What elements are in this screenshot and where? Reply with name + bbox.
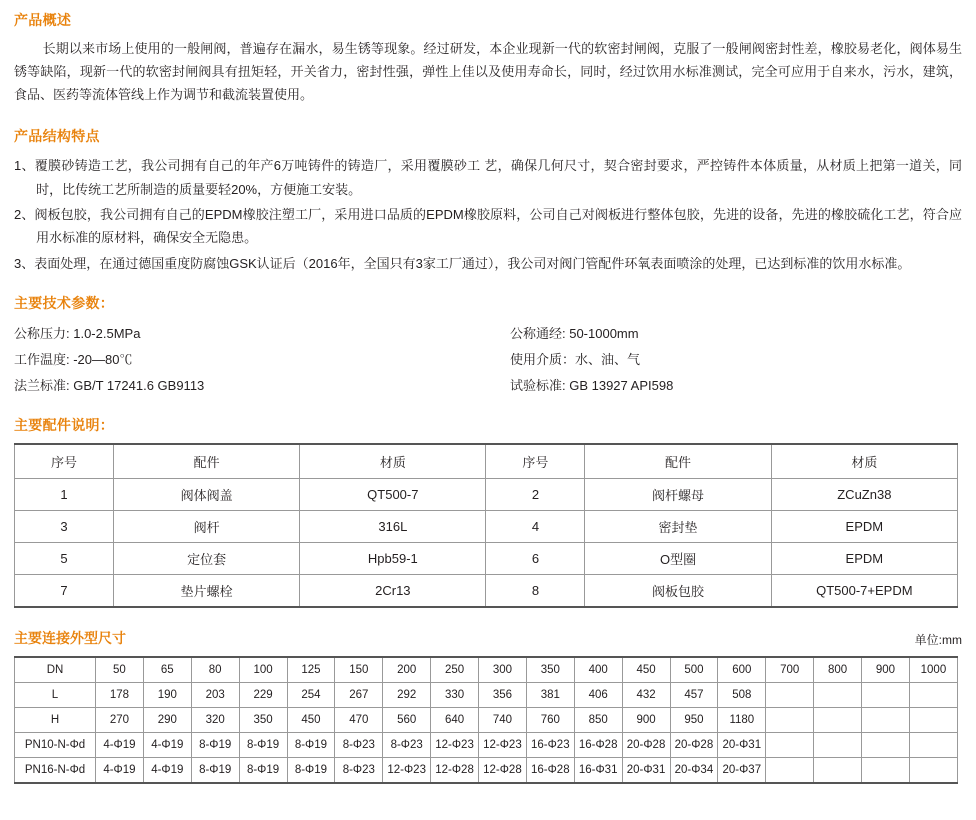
dim-cell: 125 xyxy=(287,657,335,683)
dim-cell: 560 xyxy=(383,708,431,733)
dim-cell: 190 xyxy=(143,683,191,708)
dim-cell: 270 xyxy=(96,708,144,733)
dim-cell: 432 xyxy=(622,683,670,708)
parts-header-seq-1: 序号 xyxy=(15,444,114,479)
table-row xyxy=(15,758,958,784)
parts-cell: 8 xyxy=(486,575,585,608)
dim-cell: 760 xyxy=(526,708,574,733)
dim-cell: 292 xyxy=(383,683,431,708)
overview-paragraph: 长期以来市场上使用的一般闸阀，普遍存在漏水，易生锈等现象。经过研发，本企业现新一代的软密封闸阀，克服了一般闸阀密封性差，橡胶易老化，阀体易生锈等缺陷，现新一代的软密封闸阀具有扭矩轻，开关省力，密封性强，弹性上佳以及使用寿命长，同时，经过饮用水标准测试，完全可应用于自来水，污水，建筑，食品、医药等流体管线上作为调节和截流装置使用。 xyxy=(14,41,962,102)
dim-cell: 100 xyxy=(239,657,287,683)
parts-cell: 密封垫 xyxy=(585,511,771,543)
dim-cell: 8-Φ23 xyxy=(383,733,431,758)
table-row xyxy=(15,543,958,575)
parts-cell: 阀板包胶 xyxy=(585,575,771,608)
dim-row-label: DN xyxy=(15,657,96,683)
dim-cell: 900 xyxy=(862,657,910,683)
dim-cell: 254 xyxy=(287,683,335,708)
parts-cell: Hpb59-1 xyxy=(300,543,486,575)
param-flange-standard: 法兰标准: GB/T 17241.6 GB9113 xyxy=(14,378,205,394)
dim-row-label: H xyxy=(15,708,96,733)
parts-table xyxy=(14,443,958,608)
structure-item-3: 3、表面处理，在通过德国重度防腐蚀GSK认证后（2016年，全国只有3家工厂通过），我公司对阀门管配件环氧表面喷涂的处理，已达到标准的饮用水标准。 xyxy=(14,255,911,271)
param-nominal-pressure: 公称压力: 1.0-2.5MPa xyxy=(14,326,141,342)
dim-cell xyxy=(814,758,862,784)
table-row xyxy=(15,511,958,543)
parts-cell: 定位套 xyxy=(113,543,299,575)
parts-heading: 主要配件说明： xyxy=(14,417,115,434)
parts-cell: 阀杆螺母 xyxy=(585,479,771,511)
dim-cell: 740 xyxy=(479,708,527,733)
dim-cell: 600 xyxy=(718,657,766,683)
tech-params-right-column xyxy=(488,321,962,399)
table-row xyxy=(15,657,958,683)
dim-cell xyxy=(766,758,814,784)
dim-cell: 508 xyxy=(718,683,766,708)
dim-cell: 50 xyxy=(96,657,144,683)
dim-cell xyxy=(862,708,910,733)
dim-cell: 20-Φ31 xyxy=(718,733,766,758)
dim-cell: 350 xyxy=(526,657,574,683)
dim-cell: 20-Φ34 xyxy=(670,758,718,784)
dim-cell: 320 xyxy=(191,708,239,733)
parts-cell: QT500-7 xyxy=(300,479,486,511)
param-medium: 使用介质：水、油、气 xyxy=(510,352,641,368)
dim-row-label: L xyxy=(15,683,96,708)
dim-cell: 850 xyxy=(574,708,622,733)
parts-cell: 6 xyxy=(486,543,585,575)
dim-cell: 381 xyxy=(526,683,574,708)
dim-cell: 1180 xyxy=(718,708,766,733)
tech-params-heading: 主要技术参数： xyxy=(14,295,115,312)
parts-cell: 316L xyxy=(300,511,486,543)
dim-cell: 200 xyxy=(383,657,431,683)
dim-cell: 65 xyxy=(143,657,191,683)
dim-cell: 500 xyxy=(670,657,718,683)
dim-cell: 4-Φ19 xyxy=(96,758,144,784)
dim-cell: 150 xyxy=(335,657,383,683)
parts-cell: ZCuZn38 xyxy=(771,479,957,511)
dim-cell: 20-Φ28 xyxy=(622,733,670,758)
dim-cell: 8-Φ19 xyxy=(191,733,239,758)
parts-cell: EPDM xyxy=(771,543,957,575)
dim-cell: 20-Φ28 xyxy=(670,733,718,758)
table-row-header xyxy=(15,444,958,479)
dim-cell: 4-Φ19 xyxy=(96,733,144,758)
table-row xyxy=(15,733,958,758)
dim-cell: 80 xyxy=(191,657,239,683)
dim-cell: 203 xyxy=(191,683,239,708)
dim-cell: 12-Φ28 xyxy=(479,758,527,784)
dim-cell: 350 xyxy=(239,708,287,733)
parts-cell: O型圈 xyxy=(585,543,771,575)
dim-cell: 4-Φ19 xyxy=(143,733,191,758)
dim-cell: 900 xyxy=(622,708,670,733)
dimensions-unit-label: 单位:mm xyxy=(914,633,962,648)
dim-cell: 8-Φ23 xyxy=(335,733,383,758)
dim-cell: 12-Φ23 xyxy=(431,733,479,758)
param-test-standard: 试验标准: GB 13927 API598 xyxy=(510,378,674,394)
dim-cell: 16-Φ23 xyxy=(526,733,574,758)
parts-cell: 3 xyxy=(15,511,114,543)
dim-cell xyxy=(909,758,957,784)
dim-cell: 4-Φ19 xyxy=(143,758,191,784)
dim-cell: 356 xyxy=(479,683,527,708)
tech-params-columns xyxy=(14,321,962,399)
parts-cell: 5 xyxy=(15,543,114,575)
dim-cell xyxy=(909,733,957,758)
parts-header-seq-2: 序号 xyxy=(486,444,585,479)
dimensions-table xyxy=(14,656,958,784)
dim-cell: 16-Φ28 xyxy=(526,758,574,784)
dim-cell xyxy=(766,733,814,758)
dim-cell: 457 xyxy=(670,683,718,708)
dim-cell: 16-Φ28 xyxy=(574,733,622,758)
dimensions-heading: 主要连接外型尺寸 xyxy=(14,630,126,647)
dim-row-label: PN16-N-Φd xyxy=(15,758,96,784)
dim-cell: 640 xyxy=(431,708,479,733)
dim-cell: 800 xyxy=(814,657,862,683)
dim-cell: 20-Φ31 xyxy=(622,758,670,784)
param-nominal-diameter: 公称通经: 50-1000mm xyxy=(510,326,639,342)
parts-header-part-1: 配件 xyxy=(113,444,299,479)
parts-cell: 2Cr13 xyxy=(300,575,486,608)
dim-cell xyxy=(862,758,910,784)
dim-cell: 470 xyxy=(335,708,383,733)
dim-cell: 400 xyxy=(574,657,622,683)
parts-cell: 2 xyxy=(486,479,585,511)
parts-header-material-1: 材质 xyxy=(300,444,486,479)
table-row xyxy=(15,479,958,511)
dim-cell: 8-Φ19 xyxy=(239,758,287,784)
table-row xyxy=(15,708,958,733)
dim-cell: 450 xyxy=(622,657,670,683)
dim-cell: 8-Φ19 xyxy=(191,758,239,784)
dim-cell xyxy=(862,683,910,708)
dim-cell xyxy=(814,683,862,708)
dim-cell xyxy=(814,708,862,733)
parts-header-part-2: 配件 xyxy=(585,444,771,479)
dim-cell: 12-Φ23 xyxy=(383,758,431,784)
param-working-temperature: 工作温度: -20—80℃ xyxy=(14,352,133,368)
dim-cell: 330 xyxy=(431,683,479,708)
dim-cell xyxy=(766,708,814,733)
parts-cell: EPDM xyxy=(771,511,957,543)
dim-cell: 250 xyxy=(431,657,479,683)
dim-cell: 178 xyxy=(96,683,144,708)
overview-heading: 产品概述 xyxy=(14,12,72,28)
dim-cell: 8-Φ19 xyxy=(287,758,335,784)
parts-cell: 阀杆 xyxy=(113,511,299,543)
dim-cell: 700 xyxy=(766,657,814,683)
dim-cell: 290 xyxy=(143,708,191,733)
parts-cell: 7 xyxy=(15,575,114,608)
dim-cell: 229 xyxy=(239,683,287,708)
parts-cell: 4 xyxy=(486,511,585,543)
dim-cell: 16-Φ31 xyxy=(574,758,622,784)
parts-cell: 垫片螺栓 xyxy=(113,575,299,608)
parts-cell: QT500-7+EPDM xyxy=(771,575,957,608)
structure-item-2: 2、阀板包胶，我公司拥有自己的EPDM橡胶注塑工厂，采用进口品质的EPDM橡胶原料，公司自己对阀板进行整体包胶，先进的设备，先进的橡胶硫化工艺，符合应用水标准的原材料，确保安全无隐患。 xyxy=(14,207,962,246)
table-row xyxy=(15,683,958,708)
dim-cell xyxy=(909,683,957,708)
dim-cell: 267 xyxy=(335,683,383,708)
structure-item-1: 1、覆膜砂铸造工艺，我公司拥有自己的年产6万吨铸件的铸造厂，采用覆膜砂工 艺，确保几何尺寸，契合密封要求，严控铸件本体质量，从材质上把第一道关，同时，比传统工艺所制造的质量要轻20%，方便施工安装。 xyxy=(14,158,962,197)
dim-cell: 950 xyxy=(670,708,718,733)
dim-cell: 12-Φ28 xyxy=(431,758,479,784)
dim-row-label: PN10-N-Φd xyxy=(15,733,96,758)
dim-cell: 8-Φ23 xyxy=(335,758,383,784)
dim-cell xyxy=(909,708,957,733)
table-row xyxy=(15,575,958,608)
structure-heading: 产品结构特点 xyxy=(14,128,100,145)
dim-cell xyxy=(862,733,910,758)
dim-cell: 1000 xyxy=(909,657,957,683)
parts-cell: 1 xyxy=(15,479,114,511)
tech-params-left-column xyxy=(14,321,488,399)
dim-cell xyxy=(766,683,814,708)
dim-cell xyxy=(814,733,862,758)
parts-cell: 阀体阀盖 xyxy=(113,479,299,511)
dim-cell: 300 xyxy=(479,657,527,683)
dim-cell: 8-Φ19 xyxy=(287,733,335,758)
dim-cell: 20-Φ37 xyxy=(718,758,766,784)
parts-header-material-2: 材质 xyxy=(771,444,957,479)
dimensions-header-row xyxy=(14,628,962,648)
dim-cell: 8-Φ19 xyxy=(239,733,287,758)
dim-cell: 12-Φ23 xyxy=(479,733,527,758)
dim-cell: 450 xyxy=(287,708,335,733)
dim-cell: 406 xyxy=(574,683,622,708)
